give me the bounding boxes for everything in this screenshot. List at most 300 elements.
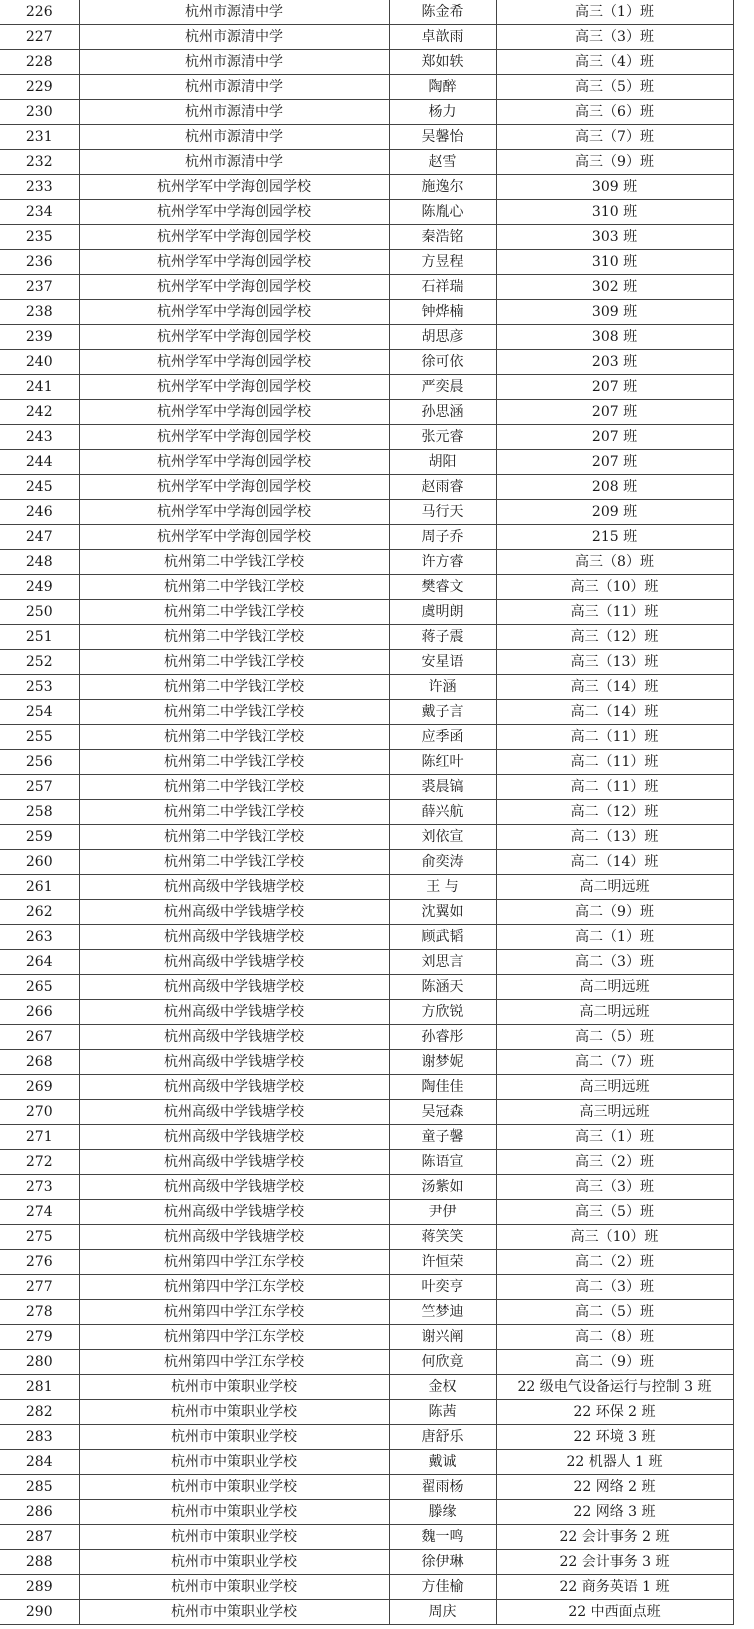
row-number-cell: 288: [0, 1550, 79, 1575]
student-name-cell: 陈茜: [389, 1400, 496, 1425]
class-cell: 22 环境 3 班: [496, 1425, 733, 1450]
school-cell: 杭州高级中学钱塘学校: [79, 1225, 389, 1250]
row-number-cell: 264: [0, 950, 79, 975]
row-number-cell: 276: [0, 1250, 79, 1275]
student-name-cell: 虞明朗: [389, 600, 496, 625]
student-name-cell: 吴冠森: [389, 1100, 496, 1125]
class-cell: 22 级电气设备运行与控制 3 班: [496, 1375, 733, 1400]
row-number-cell: 278: [0, 1300, 79, 1325]
row-number-cell: 279: [0, 1325, 79, 1350]
school-cell: 杭州第二中学钱江学校: [79, 625, 389, 650]
school-cell: 杭州学军中学海创园学校: [79, 225, 389, 250]
student-name-cell: 陶佳佳: [389, 1075, 496, 1100]
class-cell: 高二（9）班: [496, 900, 733, 925]
table-row: [0, 1250, 733, 1275]
school-cell: 杭州高级中学钱塘学校: [79, 1150, 389, 1175]
row-number-cell: 241: [0, 375, 79, 400]
class-cell: 高三（6）班: [496, 100, 733, 125]
class-cell: 22 中西面点班: [496, 1600, 733, 1625]
row-number-cell: 274: [0, 1200, 79, 1225]
table-row: [0, 1125, 733, 1150]
class-cell: 高二（8）班: [496, 1325, 733, 1350]
row-number-cell: 238: [0, 300, 79, 325]
table-row: [0, 725, 733, 750]
row-number-cell: 247: [0, 525, 79, 550]
table-row: [0, 850, 733, 875]
row-number-cell: 262: [0, 900, 79, 925]
student-name-cell: 徐伊琳: [389, 1550, 496, 1575]
student-name-cell: 竺梦迪: [389, 1300, 496, 1325]
table-row: [0, 1225, 733, 1250]
school-cell: 杭州学军中学海创园学校: [79, 450, 389, 475]
table-row: [0, 1150, 733, 1175]
table-row: [0, 750, 733, 775]
table-row: [0, 375, 733, 400]
school-cell: 杭州市中策职业学校: [79, 1600, 389, 1625]
class-cell: 高二（3）班: [496, 1275, 733, 1300]
school-cell: 杭州高级中学钱塘学校: [79, 950, 389, 975]
row-number-cell: 256: [0, 750, 79, 775]
school-cell: 杭州第二中学钱江学校: [79, 825, 389, 850]
row-number-cell: 253: [0, 675, 79, 700]
school-cell: 杭州学军中学海创园学校: [79, 525, 389, 550]
table-row: [0, 575, 733, 600]
student-name-cell: 许恒荣: [389, 1250, 496, 1275]
class-cell: 高二（12）班: [496, 800, 733, 825]
student-name-cell: 杨力: [389, 100, 496, 125]
table-row: [0, 1500, 733, 1525]
school-cell: 杭州高级中学钱塘学校: [79, 1175, 389, 1200]
student-name-cell: 滕缘: [389, 1500, 496, 1525]
table-row: [0, 1050, 733, 1075]
class-cell: 203 班: [496, 350, 733, 375]
row-number-cell: 249: [0, 575, 79, 600]
student-name-cell: 石祥瑞: [389, 275, 496, 300]
row-number-cell: 289: [0, 1575, 79, 1600]
student-name-cell: 俞奕涛: [389, 850, 496, 875]
class-cell: 22 机器人 1 班: [496, 1450, 733, 1475]
class-cell: 208 班: [496, 475, 733, 500]
class-cell: 308 班: [496, 325, 733, 350]
student-name-cell: 方昱程: [389, 250, 496, 275]
class-cell: 高三（8）班: [496, 550, 733, 575]
table-row: [0, 1475, 733, 1500]
row-number-cell: 266: [0, 1000, 79, 1025]
table-row: [0, 1350, 733, 1375]
class-cell: 高二（14）班: [496, 850, 733, 875]
student-name-cell: 王 与: [389, 875, 496, 900]
row-number-cell: 287: [0, 1525, 79, 1550]
student-name-cell: 何欣竟: [389, 1350, 496, 1375]
table-row: [0, 250, 733, 275]
class-cell: 高二（1）班: [496, 925, 733, 950]
table-row: [0, 1300, 733, 1325]
table-row: [0, 75, 733, 100]
table-row: [0, 300, 733, 325]
class-cell: 高三（10）班: [496, 1225, 733, 1250]
student-name-cell: 陈金希: [389, 0, 496, 25]
school-cell: 杭州学军中学海创园学校: [79, 175, 389, 200]
row-number-cell: 239: [0, 325, 79, 350]
class-cell: 高二（11）班: [496, 750, 733, 775]
class-cell: 22 环保 2 班: [496, 1400, 733, 1425]
school-cell: 杭州学军中学海创园学校: [79, 275, 389, 300]
row-number-cell: 273: [0, 1175, 79, 1200]
table-row: [0, 625, 733, 650]
student-name-cell: 裘晨镐: [389, 775, 496, 800]
school-cell: 杭州市源清中学: [79, 50, 389, 75]
class-cell: 高三明远班: [496, 1100, 733, 1125]
student-name-cell: 刘思言: [389, 950, 496, 975]
school-cell: 杭州高级中学钱塘学校: [79, 1100, 389, 1125]
table-row: [0, 1025, 733, 1050]
class-cell: 209 班: [496, 500, 733, 525]
student-name-cell: 唐舒乐: [389, 1425, 496, 1450]
class-cell: 207 班: [496, 425, 733, 450]
student-name-cell: 胡阳: [389, 450, 496, 475]
class-cell: 309 班: [496, 175, 733, 200]
table-row: [0, 475, 733, 500]
table-row: [0, 325, 733, 350]
row-number-cell: 271: [0, 1125, 79, 1150]
row-number-cell: 235: [0, 225, 79, 250]
row-number-cell: 240: [0, 350, 79, 375]
table-row: [0, 825, 733, 850]
table-row: [0, 100, 733, 125]
class-cell: 207 班: [496, 375, 733, 400]
school-cell: 杭州学军中学海创园学校: [79, 400, 389, 425]
row-number-cell: 234: [0, 200, 79, 225]
school-cell: 杭州市中策职业学校: [79, 1375, 389, 1400]
class-cell: 高二（14）班: [496, 700, 733, 725]
row-number-cell: 284: [0, 1450, 79, 1475]
class-cell: 310 班: [496, 200, 733, 225]
table-row: [0, 1275, 733, 1300]
table-row: [0, 25, 733, 50]
student-name-cell: 谢梦妮: [389, 1050, 496, 1075]
class-cell: 高二明远班: [496, 975, 733, 1000]
school-cell: 杭州第四中学江东学校: [79, 1250, 389, 1275]
table-row: [0, 450, 733, 475]
school-cell: 杭州市中策职业学校: [79, 1400, 389, 1425]
row-number-cell: 267: [0, 1025, 79, 1050]
table-row: [0, 800, 733, 825]
student-name-cell: 叶奕亨: [389, 1275, 496, 1300]
class-cell: 高二（2）班: [496, 1250, 733, 1275]
school-cell: 杭州高级中学钱塘学校: [79, 875, 389, 900]
class-cell: 高二（13）班: [496, 825, 733, 850]
row-number-cell: 248: [0, 550, 79, 575]
table-row: [0, 1000, 733, 1025]
class-cell: 高二（7）班: [496, 1050, 733, 1075]
student-name-cell: 陶醉: [389, 75, 496, 100]
table-row: [0, 125, 733, 150]
student-name-cell: 顾武韬: [389, 925, 496, 950]
school-cell: 杭州市中策职业学校: [79, 1475, 389, 1500]
student-name-cell: 严奕晨: [389, 375, 496, 400]
table-row: [0, 925, 733, 950]
row-number-cell: 250: [0, 600, 79, 625]
student-name-cell: 赵雪: [389, 150, 496, 175]
row-number-cell: 282: [0, 1400, 79, 1425]
table-row: [0, 1375, 733, 1400]
table-row: [0, 1425, 733, 1450]
table-row: [0, 1075, 733, 1100]
table-row: [0, 1525, 733, 1550]
student-name-cell: 金权: [389, 1375, 496, 1400]
table-row: [0, 650, 733, 675]
student-name-cell: 魏一鸣: [389, 1525, 496, 1550]
table-row: [0, 1450, 733, 1475]
class-cell: 高三（7）班: [496, 125, 733, 150]
class-cell: 310 班: [496, 250, 733, 275]
student-name-cell: 周子乔: [389, 525, 496, 550]
school-cell: 杭州学军中学海创园学校: [79, 250, 389, 275]
row-number-cell: 269: [0, 1075, 79, 1100]
class-cell: 高三（10）班: [496, 575, 733, 600]
student-name-cell: 陈胤心: [389, 200, 496, 225]
table-row: [0, 675, 733, 700]
school-cell: 杭州第二中学钱江学校: [79, 800, 389, 825]
table-row: [0, 1100, 733, 1125]
table-row: [0, 150, 733, 175]
school-cell: 杭州第二中学钱江学校: [79, 850, 389, 875]
student-name-cell: 陈涵天: [389, 975, 496, 1000]
student-name-cell: 翟雨杨: [389, 1475, 496, 1500]
class-cell: 高三（3）班: [496, 1175, 733, 1200]
school-cell: 杭州第四中学江东学校: [79, 1300, 389, 1325]
school-cell: 杭州市中策职业学校: [79, 1500, 389, 1525]
school-cell: 杭州高级中学钱塘学校: [79, 1050, 389, 1075]
school-cell: 杭州第二中学钱江学校: [79, 600, 389, 625]
row-number-cell: 245: [0, 475, 79, 500]
table-row: [0, 875, 733, 900]
student-name-cell: 郑如轶: [389, 50, 496, 75]
school-cell: 杭州市源清中学: [79, 125, 389, 150]
row-number-cell: 230: [0, 100, 79, 125]
class-cell: 高三（1）班: [496, 0, 733, 25]
class-cell: 高三（5）班: [496, 75, 733, 100]
school-cell: 杭州第二中学钱江学校: [79, 700, 389, 725]
school-cell: 杭州市源清中学: [79, 150, 389, 175]
school-cell: 杭州高级中学钱塘学校: [79, 1000, 389, 1025]
student-name-cell: 方欣锐: [389, 1000, 496, 1025]
row-number-cell: 255: [0, 725, 79, 750]
table-row: [0, 1400, 733, 1425]
school-cell: 杭州学军中学海创园学校: [79, 350, 389, 375]
table-row: [0, 775, 733, 800]
school-cell: 杭州市源清中学: [79, 0, 389, 25]
table-row: [0, 275, 733, 300]
row-number-cell: 252: [0, 650, 79, 675]
school-cell: 杭州高级中学钱塘学校: [79, 1125, 389, 1150]
table-row: [0, 700, 733, 725]
row-number-cell: 246: [0, 500, 79, 525]
school-cell: 杭州高级中学钱塘学校: [79, 925, 389, 950]
student-name-cell: 张元睿: [389, 425, 496, 450]
school-cell: 杭州第二中学钱江学校: [79, 750, 389, 775]
table-row: [0, 950, 733, 975]
row-number-cell: 280: [0, 1350, 79, 1375]
student-name-cell: 刘依宣: [389, 825, 496, 850]
row-number-cell: 226: [0, 0, 79, 25]
class-cell: 高二（11）班: [496, 775, 733, 800]
table-row: [0, 175, 733, 200]
school-cell: 杭州学军中学海创园学校: [79, 425, 389, 450]
row-number-cell: 261: [0, 875, 79, 900]
row-number-cell: 237: [0, 275, 79, 300]
school-cell: 杭州市中策职业学校: [79, 1575, 389, 1600]
student-name-cell: 方佳榆: [389, 1575, 496, 1600]
row-number-cell: 275: [0, 1225, 79, 1250]
table-row: [0, 900, 733, 925]
row-number-cell: 290: [0, 1600, 79, 1625]
school-cell: 杭州学军中学海创园学校: [79, 325, 389, 350]
school-cell: 杭州学军中学海创园学校: [79, 500, 389, 525]
student-name-cell: 蒋笑笑: [389, 1225, 496, 1250]
student-name-cell: 尹伊: [389, 1200, 496, 1225]
table-row: [0, 0, 733, 25]
class-cell: 22 网络 2 班: [496, 1475, 733, 1500]
school-cell: 杭州第二中学钱江学校: [79, 650, 389, 675]
school-cell: 杭州第二中学钱江学校: [79, 575, 389, 600]
table-row: [0, 50, 733, 75]
table-row: [0, 1200, 733, 1225]
school-cell: 杭州高级中学钱塘学校: [79, 1075, 389, 1100]
table-row: [0, 975, 733, 1000]
row-number-cell: 232: [0, 150, 79, 175]
student-name-cell: 孙思涵: [389, 400, 496, 425]
school-cell: 杭州学军中学海创园学校: [79, 475, 389, 500]
row-number-cell: 242: [0, 400, 79, 425]
class-cell: 高三明远班: [496, 1075, 733, 1100]
student-name-cell: 樊睿文: [389, 575, 496, 600]
school-cell: 杭州高级中学钱塘学校: [79, 1025, 389, 1050]
class-cell: 215 班: [496, 525, 733, 550]
row-number-cell: 231: [0, 125, 79, 150]
table-row: [0, 600, 733, 625]
student-name-cell: 孙睿彤: [389, 1025, 496, 1050]
school-cell: 杭州高级中学钱塘学校: [79, 1200, 389, 1225]
school-cell: 杭州学军中学海创园学校: [79, 200, 389, 225]
table-row: [0, 225, 733, 250]
table-row: [0, 400, 733, 425]
student-name-cell: 戴诚: [389, 1450, 496, 1475]
class-cell: 22 会计事务 2 班: [496, 1525, 733, 1550]
class-cell: 高三（5）班: [496, 1200, 733, 1225]
student-name-cell: 施逸尔: [389, 175, 496, 200]
row-number-cell: 227: [0, 25, 79, 50]
student-name-cell: 谢兴阐: [389, 1325, 496, 1350]
row-number-cell: 233: [0, 175, 79, 200]
row-number-cell: 265: [0, 975, 79, 1000]
student-name-cell: 戴子言: [389, 700, 496, 725]
student-name-cell: 赵雨睿: [389, 475, 496, 500]
student-name-cell: 吴馨怡: [389, 125, 496, 150]
student-name-cell: 许涵: [389, 675, 496, 700]
student-name-cell: 许方睿: [389, 550, 496, 575]
class-cell: 高二明远班: [496, 875, 733, 900]
class-cell: 高三（2）班: [496, 1150, 733, 1175]
school-cell: 杭州第四中学江东学校: [79, 1325, 389, 1350]
class-cell: 高二（9）班: [496, 1350, 733, 1375]
school-cell: 杭州市中策职业学校: [79, 1450, 389, 1475]
student-name-cell: 徐可依: [389, 350, 496, 375]
class-cell: 309 班: [496, 300, 733, 325]
student-name-cell: 卓歆雨: [389, 25, 496, 50]
student-name-cell: 蒋子震: [389, 625, 496, 650]
student-name-cell: 秦浩铭: [389, 225, 496, 250]
row-number-cell: 285: [0, 1475, 79, 1500]
school-cell: 杭州市中策职业学校: [79, 1525, 389, 1550]
row-number-cell: 254: [0, 700, 79, 725]
row-number-cell: 244: [0, 450, 79, 475]
table-row: [0, 1550, 733, 1575]
table-row: [0, 500, 733, 525]
school-cell: 杭州市源清中学: [79, 100, 389, 125]
school-cell: 杭州第四中学江东学校: [79, 1350, 389, 1375]
school-cell: 杭州第二中学钱江学校: [79, 775, 389, 800]
school-cell: 杭州第四中学江东学校: [79, 1275, 389, 1300]
table-row: [0, 1575, 733, 1600]
row-number-cell: 251: [0, 625, 79, 650]
school-cell: 杭州第二中学钱江学校: [79, 675, 389, 700]
row-number-cell: 243: [0, 425, 79, 450]
class-cell: 高三（9）班: [496, 150, 733, 175]
student-name-cell: 薛兴航: [389, 800, 496, 825]
row-number-cell: 281: [0, 1375, 79, 1400]
class-cell: 207 班: [496, 450, 733, 475]
student-name-cell: 汤紫如: [389, 1175, 496, 1200]
class-cell: 高三（1）班: [496, 1125, 733, 1150]
table-row: [0, 350, 733, 375]
class-cell: 207 班: [496, 400, 733, 425]
class-cell: 高二（5）班: [496, 1300, 733, 1325]
student-name-cell: 应季函: [389, 725, 496, 750]
class-cell: 高三（11）班: [496, 600, 733, 625]
row-number-cell: 263: [0, 925, 79, 950]
school-cell: 杭州市中策职业学校: [79, 1425, 389, 1450]
class-cell: 高二（11）班: [496, 725, 733, 750]
student-name-cell: 安星语: [389, 650, 496, 675]
class-cell: 高三（12）班: [496, 625, 733, 650]
table-row: [0, 1175, 733, 1200]
table-row: [0, 550, 733, 575]
class-cell: 高二（5）班: [496, 1025, 733, 1050]
row-number-cell: 228: [0, 50, 79, 75]
row-number-cell: 229: [0, 75, 79, 100]
table-row: [0, 425, 733, 450]
class-cell: 高二（3）班: [496, 950, 733, 975]
school-cell: 杭州市源清中学: [79, 25, 389, 50]
class-cell: 303 班: [496, 225, 733, 250]
school-cell: 杭州学军中学海创园学校: [79, 300, 389, 325]
student-name-cell: 马行天: [389, 500, 496, 525]
class-cell: 22 会计事务 3 班: [496, 1550, 733, 1575]
student-name-cell: 沈翼如: [389, 900, 496, 925]
row-number-cell: 259: [0, 825, 79, 850]
school-cell: 杭州学军中学海创园学校: [79, 375, 389, 400]
row-number-cell: 270: [0, 1100, 79, 1125]
row-number-cell: 286: [0, 1500, 79, 1525]
class-cell: 高三（13）班: [496, 650, 733, 675]
class-cell: 高三（3）班: [496, 25, 733, 50]
school-cell: 杭州市中策职业学校: [79, 1550, 389, 1575]
class-cell: 22 商务英语 1 班: [496, 1575, 733, 1600]
row-number-cell: 272: [0, 1150, 79, 1175]
row-number-cell: 260: [0, 850, 79, 875]
student-name-cell: 陈红叶: [389, 750, 496, 775]
